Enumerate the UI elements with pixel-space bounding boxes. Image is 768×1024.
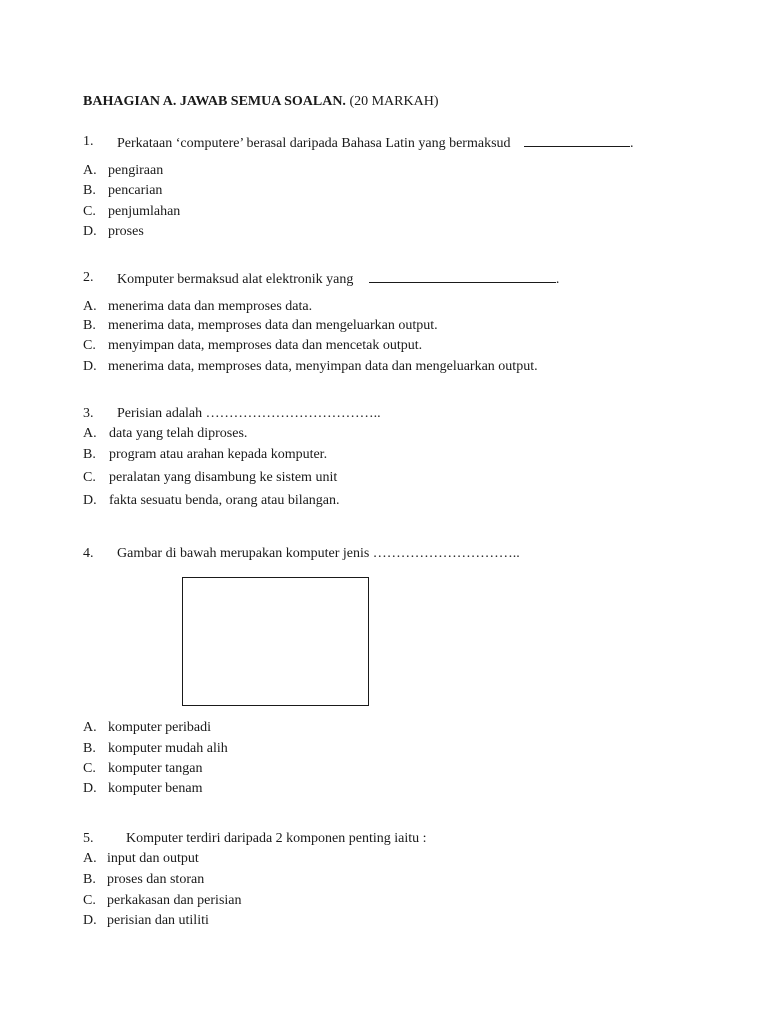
option-text: data yang telah diproses. — [109, 426, 248, 441]
option-text: perkakasan dan perisian — [107, 893, 242, 908]
option-letter: B. — [83, 447, 96, 462]
answer-blank — [524, 134, 630, 147]
question-stem: Komputer bermaksud alat elektronik yang — [117, 272, 354, 287]
question-number: 5. — [83, 831, 94, 846]
option-text: peralatan yang disambung ke sistem unit — [109, 470, 338, 485]
question-number: 2. — [83, 270, 94, 285]
option-letter: D. — [83, 913, 97, 928]
computer-image-placeholder — [182, 577, 369, 706]
option-text: menerima data dan memproses data. — [108, 299, 313, 314]
question-end: . — [630, 136, 634, 151]
option-letter: A. — [83, 426, 97, 441]
option-text: menerima data, memproses data dan mengeluarkan output. — [108, 318, 438, 333]
option-letter: C. — [83, 338, 96, 353]
option-text: pencarian — [108, 183, 163, 198]
option-text: menyimpan data, memproses data dan mencetak output. — [108, 338, 423, 353]
option-text: fakta sesuatu benda, orang atau bilangan. — [109, 493, 340, 508]
section-heading-title: BAHAGIAN A. JAWAB SEMUA SOALAN. — [83, 94, 346, 109]
option-letter: D. — [83, 493, 97, 508]
question-number: 3. — [83, 406, 94, 421]
option-letter: B. — [83, 872, 96, 887]
question-text: Gambar di bawah merupakan komputer jenis ………………………….. — [117, 546, 520, 561]
option-text: proses dan storan — [107, 872, 205, 887]
question-text — [117, 270, 559, 288]
question-number: 1. — [83, 134, 94, 149]
section-heading-marks: (20 MARKAH) — [349, 94, 439, 109]
option-letter: A. — [83, 851, 97, 866]
option-text: komputer benam — [108, 781, 203, 796]
option-text: pengiraan — [108, 163, 164, 178]
option-text: perisian dan utiliti — [107, 913, 209, 928]
answer-blank — [369, 270, 556, 283]
option-letter: D. — [83, 359, 97, 374]
option-letter: C. — [83, 470, 96, 485]
option-letter: A. — [83, 720, 97, 735]
option-text: proses — [108, 224, 144, 239]
option-text: penjumlahan — [108, 204, 181, 219]
question-number: 4. — [83, 546, 94, 561]
question-stem: Perkataan ‘computere’ berasal daripada Bahasa Latin yang bermaksud — [117, 136, 511, 151]
option-letter: B. — [83, 183, 96, 198]
option-letter: B. — [83, 741, 96, 756]
option-letter: A. — [83, 163, 97, 178]
option-letter: A. — [83, 299, 97, 314]
option-text: program atau arahan kepada komputer. — [109, 447, 328, 462]
option-letter: C. — [83, 761, 96, 776]
option-text: komputer peribadi — [108, 720, 212, 735]
option-letter: D. — [83, 781, 97, 796]
question-text: Perisian adalah ……………………………….. — [117, 406, 381, 421]
option-text: menerima data, memproses data, menyimpan data dan mengeluarkan output. — [108, 359, 538, 374]
section-heading — [83, 94, 439, 110]
question-text — [117, 134, 634, 152]
option-text: input dan output — [107, 851, 199, 866]
option-text: komputer mudah alih — [108, 741, 228, 756]
option-letter: C. — [83, 204, 96, 219]
option-letter: C. — [83, 893, 96, 908]
option-letter: B. — [83, 318, 96, 333]
option-letter: D. — [83, 224, 97, 239]
question-text: Komputer terdiri daripada 2 komponen penting iaitu : — [126, 831, 427, 846]
option-text: komputer tangan — [108, 761, 203, 776]
question-end: . — [555, 272, 560, 287]
